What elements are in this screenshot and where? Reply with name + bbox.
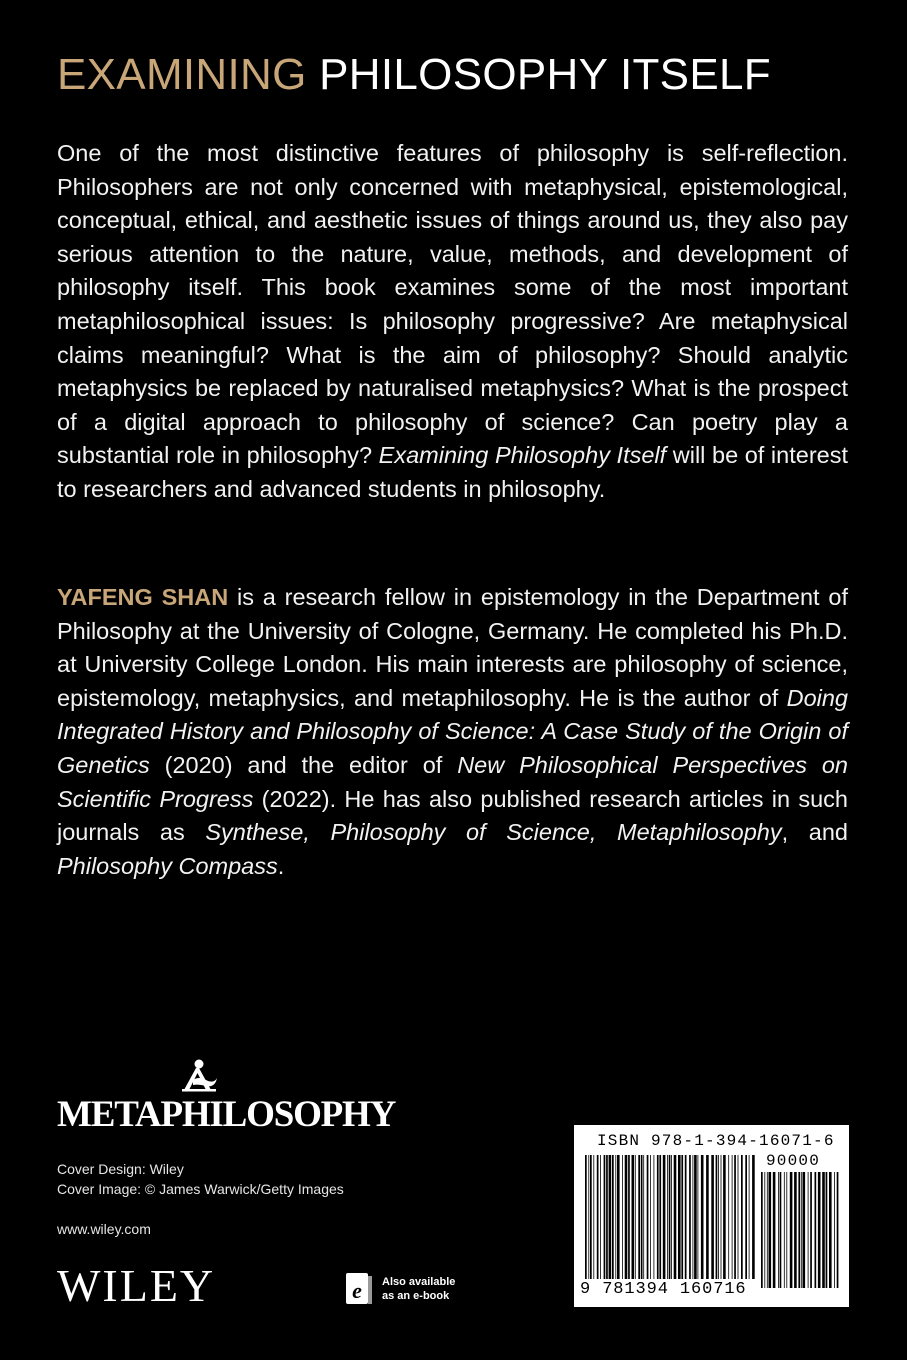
barcode-bar (689, 1155, 691, 1279)
barcode-bar (834, 1172, 835, 1288)
barcode-bar (641, 1155, 643, 1279)
barcode-bar (685, 1155, 687, 1279)
title-part-examining: EXAMINING (57, 50, 307, 99)
barcode-bar (829, 1172, 832, 1288)
author-bio-text-2: (2020) and the editor of (149, 751, 458, 778)
barcode-bar (826, 1172, 828, 1288)
barcode-bars-main (584, 1155, 756, 1279)
barcode-bar (716, 1155, 718, 1279)
barcode-bar (701, 1155, 704, 1279)
cover-design-credit: Cover Design: Wiley (57, 1161, 184, 1177)
barcode-bar (600, 1155, 601, 1279)
series-emblem-icon (179, 1058, 219, 1092)
barcode-bar (694, 1155, 697, 1279)
author-journals: Synthese, Philosophy of Science, Metaphilosophy (205, 819, 782, 846)
barcode-bar (741, 1155, 743, 1279)
barcode-bar (801, 1172, 802, 1288)
barcode-bar (609, 1155, 612, 1279)
barcode-bar (818, 1172, 821, 1288)
barcode-bar (706, 1155, 709, 1279)
description-text-end: will be of interest to researchers and advanced students in philosophy. (57, 442, 848, 502)
barcode-bar (745, 1155, 747, 1279)
barcode-bar (822, 1172, 825, 1288)
barcode-bar (635, 1155, 636, 1279)
barcode-bar (784, 1172, 785, 1288)
barcode-bar (761, 1172, 763, 1288)
barcode-bar (711, 1155, 714, 1279)
barcode-bar (585, 1155, 587, 1279)
barcode-bar (803, 1172, 806, 1288)
author-book-2: New Philosophical Perspectives on Scientific Progress (57, 751, 848, 812)
barcode-bar (606, 1155, 608, 1279)
barcode-bar (773, 1172, 776, 1288)
barcode-bar (723, 1155, 726, 1279)
barcode-bars-addon (760, 1172, 839, 1288)
barcode-bar (615, 1155, 616, 1279)
description-text: One of the most distinctive features of philosophy is self-reflection. Philosophers are not only concerned with metaphysical, epistemological, conceptual, ethical, and aesthetic issues of things around us, they also pay serious attention to the nature, value, methods, and development of philosophy itself. This book examines some of the most important metaphilosophical issues: Is philosophy progressive? Are metaphysical claims meaningful? What is the aim of philosophy? Should analytic metaphysics be replaced by naturalised metaphysics? What is the prospect of a digital approach to philosophy of science? Can poetry play a substantial role in philosophy? (57, 140, 848, 469)
barcode-bar (638, 1155, 640, 1279)
book-description (57, 137, 848, 507)
ebook-notice (345, 1272, 485, 1308)
series-name: METAPHILOSOPHY (57, 1094, 396, 1135)
book-title (57, 50, 771, 100)
barcode-bar (837, 1172, 839, 1288)
title-part-philosophy-itself: PHILOSOPHY ITSELF (319, 50, 771, 99)
barcode-bar (794, 1172, 797, 1288)
barcode-bar (667, 1155, 668, 1279)
barcode-bar (815, 1172, 817, 1288)
barcode-bar (604, 1155, 606, 1279)
barcode-bar (663, 1155, 666, 1279)
barcode-bar (780, 1172, 782, 1288)
ebook-icon (345, 1272, 373, 1306)
barcode-bar (738, 1155, 739, 1279)
barcode-bar (749, 1155, 750, 1279)
barcode-bar (659, 1155, 661, 1279)
barcode-digits: 9 781394 160716 (580, 1280, 747, 1299)
barcode-bar (732, 1155, 733, 1279)
barcode-bar (778, 1172, 779, 1288)
svg-text:e: e (352, 1278, 362, 1303)
barcode-bar (752, 1155, 755, 1279)
barcode-bar (721, 1155, 722, 1279)
barcode-bar (671, 1155, 672, 1279)
barcode-bar (786, 1172, 787, 1288)
publisher-website: www.wiley.com (57, 1221, 151, 1237)
author-name: YAFENG SHAN (57, 584, 229, 610)
barcode-bar (650, 1155, 651, 1279)
barcode-bar (628, 1155, 630, 1279)
ebook-line-1: Also available (382, 1276, 456, 1288)
barcode-bar (808, 1172, 809, 1288)
author-bio (57, 581, 848, 883)
author-book-1: Doing Integrated History and Philosophy of Science: A Case Study of the Origin of Genetics (57, 684, 848, 778)
author-journal-compass: Philosophy Compass (57, 852, 278, 879)
barcode-bar (590, 1155, 592, 1279)
cover-image-credit: Cover Image: © James Warwick/Getty Images (57, 1181, 344, 1197)
barcode-bar (790, 1172, 793, 1288)
barcode-bar (678, 1155, 681, 1279)
cover-credits (57, 1159, 344, 1199)
barcode-bar (588, 1155, 589, 1279)
barcode-bar (643, 1155, 644, 1279)
barcode-bar (674, 1155, 677, 1279)
author-bio-text-1: is a research fellow in epistemology in the Department of Philosophy at the University of Cologne, Germany. He completed his Ph.D. at University College London. His main interests are philosophy of science, epistemology, metaphysics, and metaphilosophy. He is the author of (57, 584, 848, 711)
description-book-title: Examining Philosophy Itself (378, 442, 667, 469)
barcode-bar (593, 1155, 594, 1279)
barcode-bar (798, 1172, 800, 1288)
isbn-number: ISBN 978-1-394-16071-6 (597, 1132, 835, 1150)
barcode-bar (681, 1155, 683, 1279)
barcode-bar (625, 1155, 628, 1279)
author-bio-text-3: (2022). He has also published research articles in such journals as (57, 785, 848, 846)
barcode-bar (669, 1155, 671, 1279)
barcode-bar (622, 1155, 623, 1279)
barcode-bar (718, 1155, 719, 1279)
barcode-bar (693, 1155, 694, 1279)
barcode-bar (810, 1172, 812, 1288)
author-bio-text-5: . (277, 852, 285, 879)
barcode-bar (647, 1155, 649, 1279)
author-bio-text-4: , and (781, 819, 848, 846)
barcode-bar (769, 1172, 772, 1288)
barcode-bar (632, 1155, 635, 1279)
barcode-bar (767, 1172, 768, 1288)
barcode-bar (597, 1155, 599, 1279)
barcode-bar (657, 1155, 659, 1279)
publisher-logo: WILEY (57, 1260, 216, 1311)
isbn-barcode (574, 1125, 849, 1307)
barcode-bar (698, 1155, 699, 1279)
barcode-bar (728, 1155, 729, 1279)
barcode-bar (654, 1155, 655, 1279)
barcode-bar (764, 1172, 765, 1288)
barcode-bar (617, 1155, 620, 1279)
ebook-line-2: as an e-book (382, 1290, 450, 1302)
barcode-bar (734, 1155, 736, 1279)
price-code: 90000 (766, 1152, 821, 1170)
barcode-bar (612, 1155, 614, 1279)
